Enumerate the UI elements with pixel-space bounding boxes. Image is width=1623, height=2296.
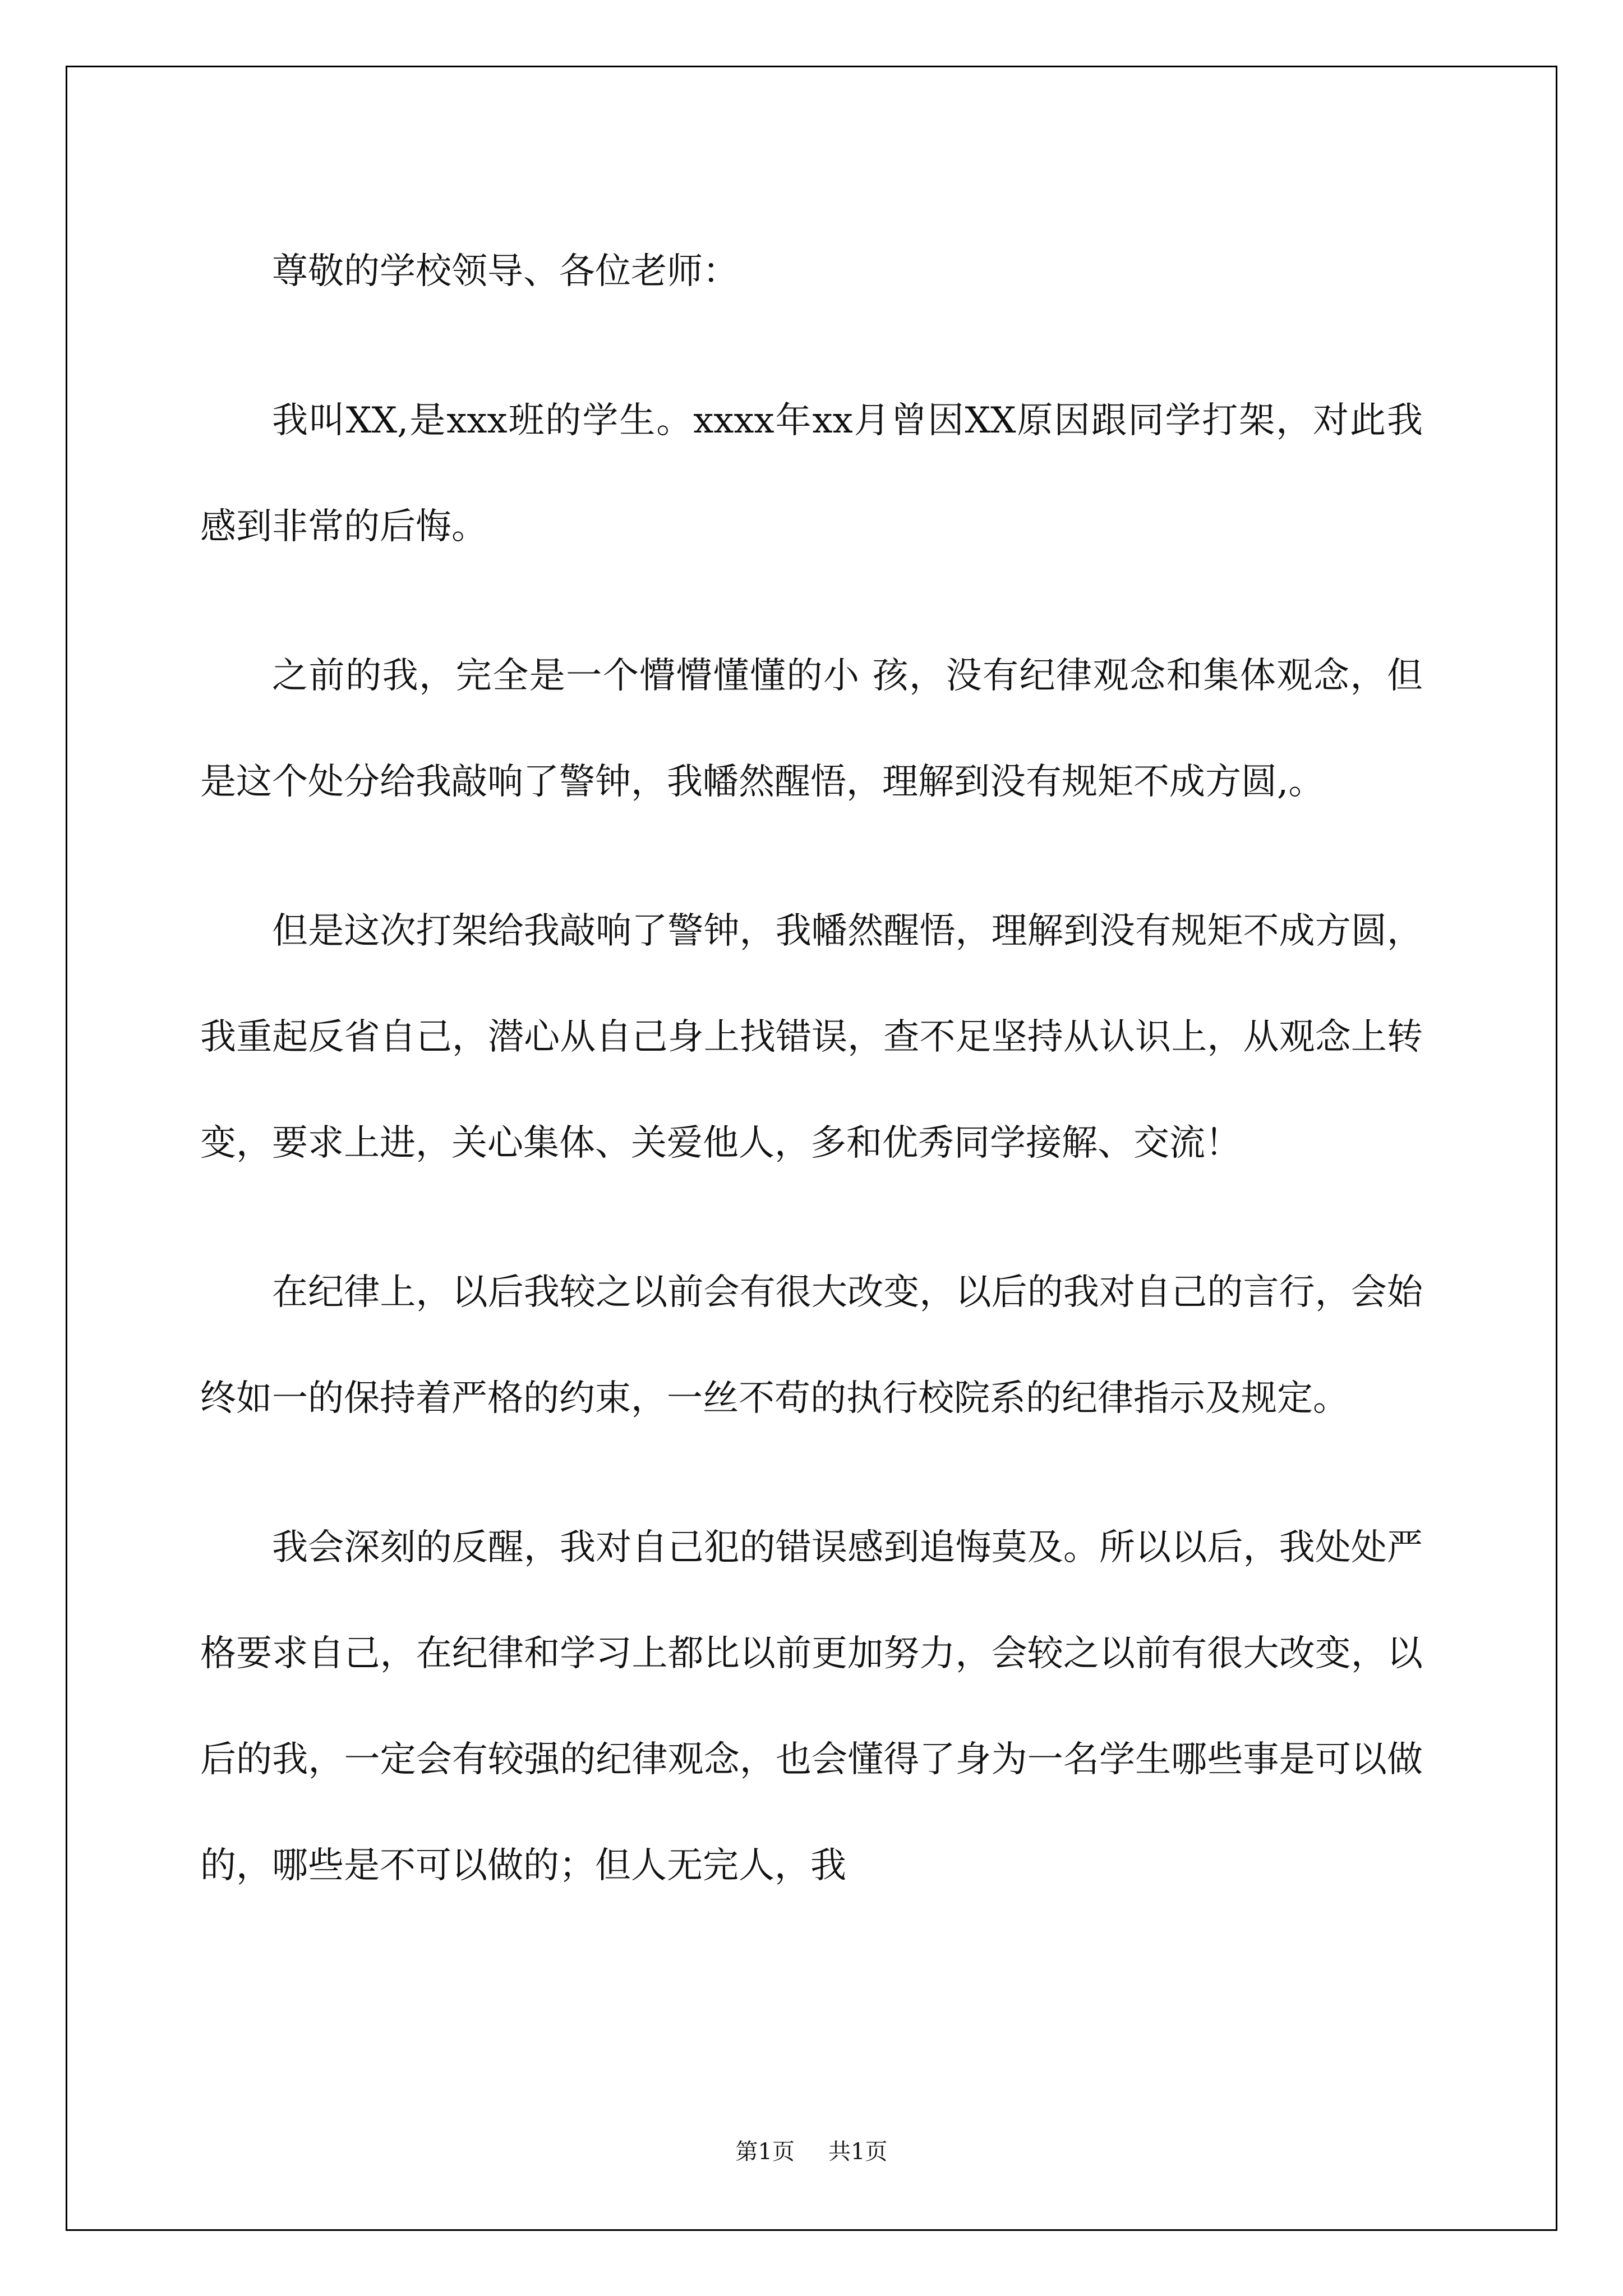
- paragraph-1: 我叫XX,是xxx班的学生。xxxx年xx月曾因XX原因跟同学打架，对此我感到非常的后悔。: [200, 400, 1423, 547]
- page-total: 共1页: [828, 2139, 888, 2165]
- page-number: 第1页: [735, 2139, 795, 2165]
- paragraph-5: 我会深刻的反醒，我对自己犯的错误感到追悔莫及。所以以后，我处处严格要求自己，在纪律和学习上都比以前更加努力，会较之以前有很大改变，以后的我，一定会有较强的纪律观念，也会懂得了身为一名学生哪些事是可以做的，哪些是不可以做的；但人无完人，我: [200, 1527, 1423, 1887]
- paragraph-2: 之前的我，完全是一个懵懵懂懂的小 孩，没有纪律观念和集体观念，但是这个处分给我敲响了警钟，我幡然醒悟，理解到没有规矩不成方圆,。: [200, 655, 1423, 803]
- paragraph-4: 在纪律上，以后我较之以前会有很大改变，以后的我对自己的言行，会始终如一的保持着严格的约束，一丝不苟的执行校院系的纪律指示及规定。: [200, 1272, 1423, 1419]
- document-body: [200, 219, 1423, 1962]
- page-footer: [0, 2134, 1623, 2166]
- paragraph-3: 但是这次打架给我敲响了警钟，我幡然醒悟，理解到没有规矩不成方圆，我重起反省自己，潜心从自己身上找错误，查不足坚持从认识上，从观念上转变，要求上进，关心集体、关爱他人，多和优秀同学接解、交流！: [200, 910, 1423, 1164]
- salutation: 尊敬的学校领导、各位老师：: [272, 251, 739, 292]
